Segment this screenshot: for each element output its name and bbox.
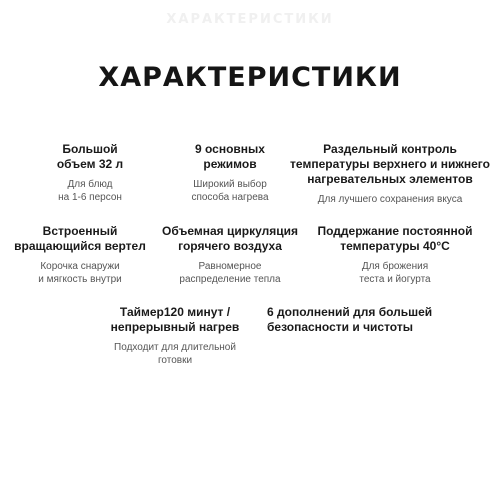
feature-constant-temperature [300,224,490,286]
feature-title: Большой объем 32 л [56,142,124,171]
feature-subtitle: Широкий выбор способа нагрева [191,179,269,203]
feature-subtitle: Для блюд на 1-6 персон [58,179,122,203]
feature-subtitle: Для брожения теста и йогурта [359,261,431,285]
feature-air-circulation [150,224,310,286]
feature-timer [100,305,250,367]
page-title: ХАРАКТЕРИСТИКИ [98,62,402,93]
feature-temperature-control [290,142,490,206]
feature-modes [160,142,300,204]
feature-subtitle: Для лучшего сохранения вкуса [317,194,463,205]
feature-title: Объемная циркуляция горячего воздуха [162,224,298,253]
background-faint-title: ХАРАКТЕРИСТИКИ [166,12,334,27]
feature-title: Поддержание постоянной температуры 40°C [317,224,473,253]
feature-title: 6 дополнений для большей безопасности и чистоты [267,305,433,334]
feature-volume [20,142,160,204]
feature-title: 9 основных режимов [195,142,265,171]
feature-subtitle: Подходит для длительной готовки [114,342,236,366]
feature-subtitle: Корочка снаружи и мягкость внутри [38,261,122,285]
feature-title: Раздельный контроль температуры верхнего и нижнего нагревательных элементов [290,142,490,186]
feature-title: Таймер120 минут / непрерывный нагрев [110,305,240,334]
feature-subtitle: Равномерное распределение тепла [179,261,281,285]
feature-title: Встроенный вращающийся вертел [14,224,146,253]
feature-rotisserie [10,224,150,286]
feature-accessories [255,305,447,335]
